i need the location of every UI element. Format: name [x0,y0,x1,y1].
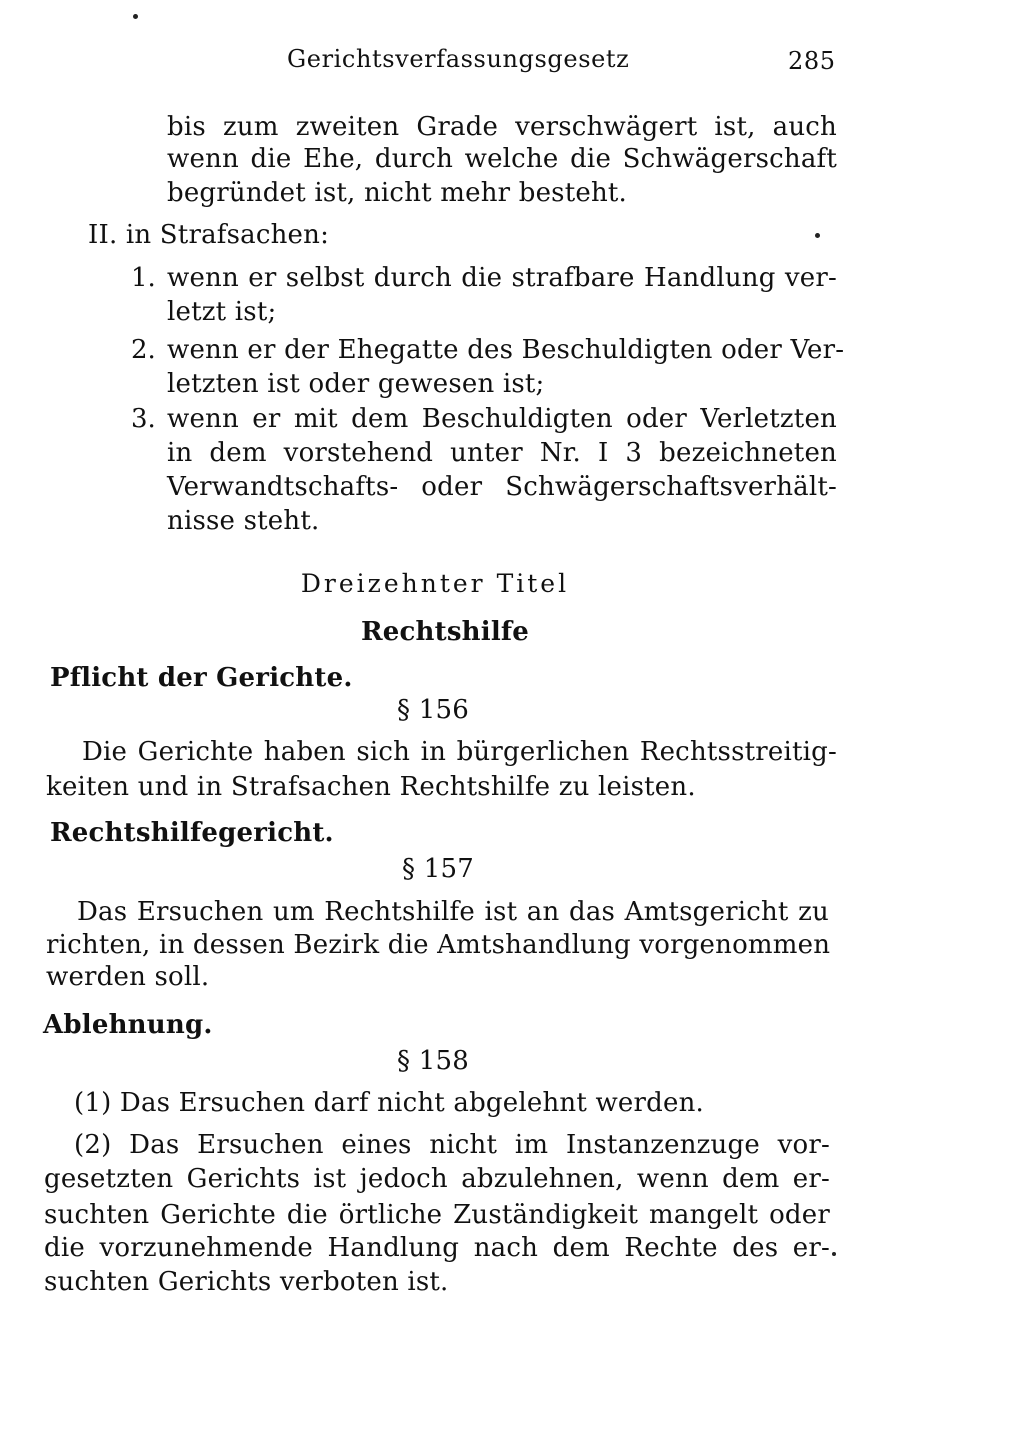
text-line: bis zum zweiten Grade verschwägert ist, auch [167,112,837,142]
text-line: letzt ist; [167,297,277,327]
text-line: letzten ist oder gewesen ist; [167,369,545,399]
text-line: nisse steht. [167,506,320,536]
section-label: II. in Strafsachen: [88,220,330,250]
text-line: suchten Gerichts verboten ist. [44,1267,449,1297]
text-line: in dem vorstehend unter Nr. I 3 bezeichneten [167,438,837,468]
scan-speck [133,14,138,19]
text-line: Verwandtschafts- oder Schwägerschaftsverhält- [167,472,837,502]
scan-speck [832,1252,836,1256]
text-line: werden soll. [46,962,210,992]
text-line: wenn er selbst durch die strafbare Handlung ver- [167,263,837,293]
text-line: wenn er der Ehegatte des Beschuldigten oder Ver- [167,335,845,365]
text-line: (2) Das Ersuchen eines nicht im Instanzenzuge vor- [74,1130,830,1160]
text-line: begründet ist, nicht mehr besteht. [167,178,627,208]
page-number: 285 [788,47,836,75]
text-line: Die Gerichte haben sich in bürgerlichen Rechtsstreitig- [82,737,837,767]
item-number: 3. [131,404,156,434]
section-number: § 156 [397,695,469,725]
scan-speck [815,233,820,238]
section-number: § 157 [402,854,474,884]
text-line: keiten und in Strafsachen Rechtshilfe zu leisten. [46,772,696,802]
text-line: die vorzunehmende Handlung nach dem Rechte des er- [44,1233,830,1263]
text-line: wenn er mit dem Beschuldigten oder Verletzten [167,404,837,434]
text-line: (1) Das Ersuchen darf nicht abgelehnt werden. [74,1088,704,1118]
side-heading: Ablehnung. [43,1010,213,1040]
section-number: § 158 [397,1046,469,1076]
text-line: gesetzten Gerichts ist jedoch abzulehnen, wenn dem er- [44,1164,830,1194]
text-line: richten, in dessen Bezirk die Amtshandlung vorgenommen [46,930,831,960]
title-number: Dreizehnter Titel [300,569,570,598]
running-header-title: Gerichtsverfassungsgesetz [287,45,630,73]
text-line: suchten Gerichte die örtliche Zuständigkeit mangelt oder [44,1200,830,1230]
title-name: Rechtshilfe [360,617,530,647]
side-heading: Pflicht der Gerichte. [50,663,353,693]
item-number: 2. [131,335,156,365]
side-heading: Rechtshilfegericht. [50,818,334,848]
text-line: Das Ersuchen um Rechtshilfe ist an das Amtsgericht zu [77,897,829,927]
item-number: 1. [131,263,156,293]
text-line: wenn die Ehe, durch welche die Schwägerschaft [167,144,837,174]
